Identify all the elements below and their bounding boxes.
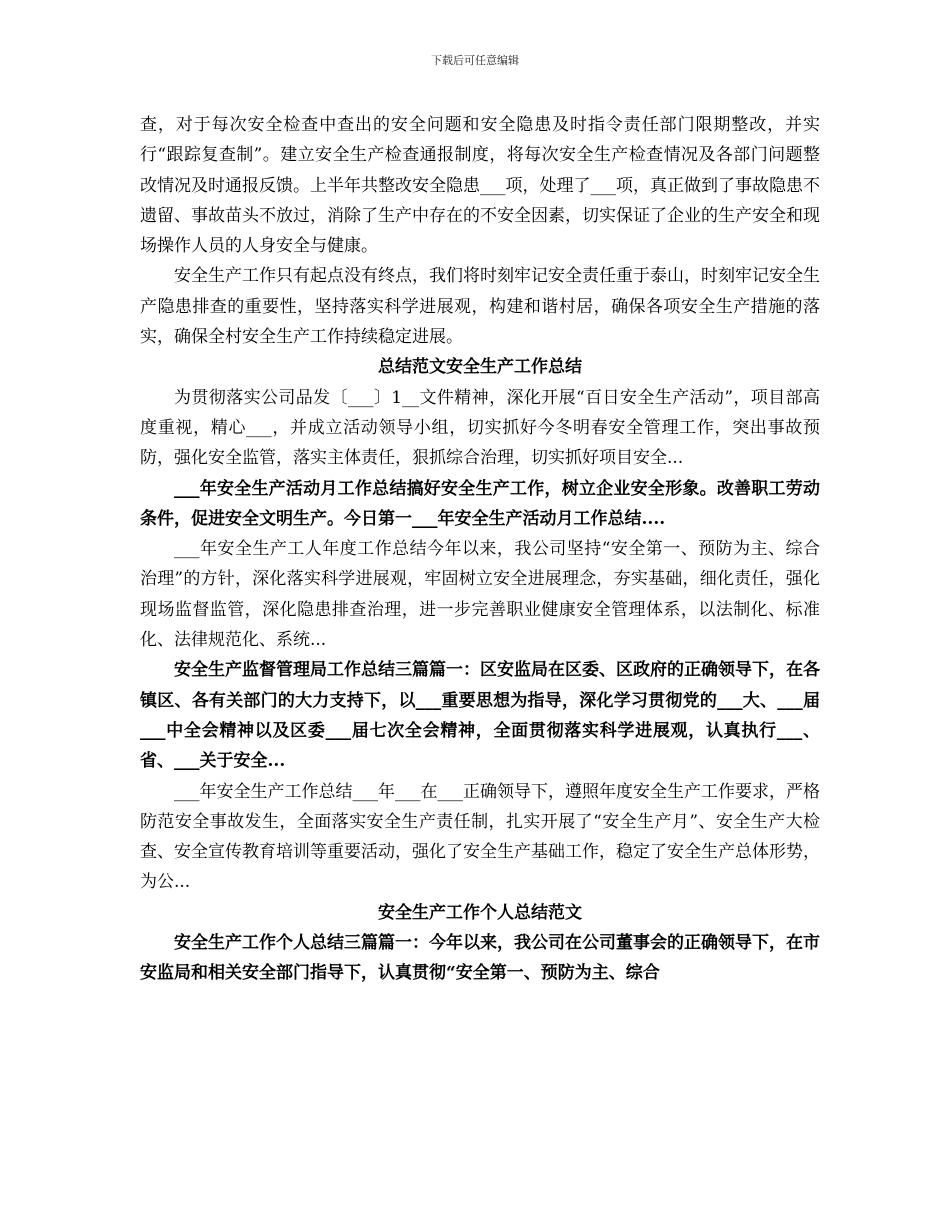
paragraph-activity-month-summary: ___年安全生产活动月工作总结搞好安全生产工作，树立企业安全形象。改善职工劳动条件，促进安全文明生产。今日第一___年安全生产活动月工作总结.... (140, 478, 820, 529)
paragraph-supervision-bureau-summary: 安全生产监督管理局工作总结三篇篇一：区安监局在区委、区政府的正确领导下，在各镇区、各有关部门的大力支持下，以___重要思想为指导，深化学习贯彻党的___大、___届___中全会精神以及区委___届七次全会精神，全面贯彻落实科学进展观，认真执行___、省、___关于安全... (140, 660, 820, 772)
document-body (140, 110, 820, 989)
paragraph-annual-worker-summary: ___年安全生产工人年度工作总结今年以来，我公司坚持“安全第一、预防为主、综合治理”的方针，深化落实科学进展观，牢固树立安全进展理念，夯实基础，细化责任，强化现场监督监管，深化隐患排查治理，进一步完善职业健康安全管理体系，以法制化、标准化、法律规范化、系统... (140, 539, 820, 651)
section-heading-personal-summary: 安全生产工作个人总结范文 (378, 902, 582, 923)
paragraph-annual-production-summary: ___年安全生产工作总结___年___在___正确领导下，遵照年度安全生产工作要求，严格防范安全事故发生，全面落实安全生产责任制，扎实开展了“安全生产月”、安全生产大检查、安全宣传教育培训等重要活动，强化了安全生产基础工作，稳定了安全生产总体形势，为公... (140, 781, 820, 893)
paragraph-hundred-days-activity: 为贯彻落实公司品发〔___〕1__文件精神，深化开展“百日安全生产活动”，项目部高度重视，精心___，并成立活动领导小组，切实抓好今冬明春安全管理工作，突出事故预防，强化安全监管，落实主体责任，狠抓综合治理，切实抓好项目安全... (140, 387, 820, 469)
paragraph-inspection-tracking: 查，对于每次安全检查中查出的安全问题和安全隐患及时指令责任部门限期整改，并实行“跟踪复查制”。建立安全生产检查通报制度，将每次安全生产检查情况及各部门问题整改情况及时通报反馈。上半年共整改安全隐患___项，处理了___项，真正做到了事故隐患不遗留、事故苗头不放过，消除了生产中存在的不安全因素，切实保证了企业的生产安全和现场操作人员的人身安全与健康。 (140, 115, 820, 257)
paragraph-safety-endpoint: 安全生产工作只有起点没有终点，我们将时刻牢记安全责任重于泰山，时刻牢记安全生产隐患排查的重要性，坚持落实科学进展观，构建和谐村居，确保各项安全生产措施的落实，确保全村安全生产工作持续稳定进展。 (140, 266, 820, 348)
paragraph-personal-summary-intro: 安全生产工作个人总结三篇篇一：今年以来，我公司在公司董事会的正确领导下，在市安监局和相关安全部门指导下，认真贯彻“安全第一、预防为主、综合 (140, 933, 820, 984)
section-heading-summary-sample: 总结范文安全生产工作总结 (378, 357, 582, 378)
page-header: 下载后可任意编辑 (431, 54, 519, 67)
